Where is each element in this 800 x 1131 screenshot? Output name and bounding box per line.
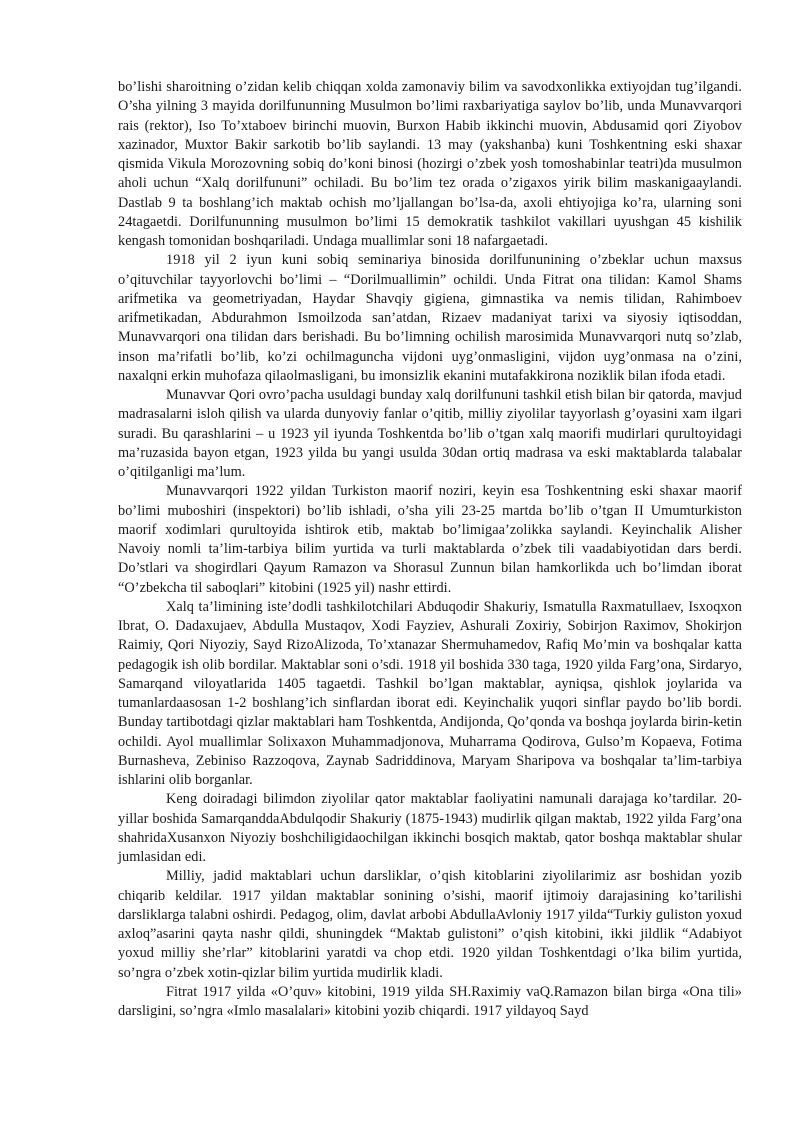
- paragraph-dorilmuallimin: 1918 yil 2 iyun kuni sobiq seminariya binosida dorilfununining o’zbeklar uchun maxsus o’qituvchilar tayyorlovchi bo’limi – “Dorilmuallimin” ochildi. Unda Fitrat ona tilidan: Kamol Shams arifmetika va geometriyadan, Haydar Shavqiy gigiena, gimnastika va nemis tilidan, Rahimboev arifmetikadan, Abdurahmon Ismoilzoda san’atdan, Rizaev madaniyat tarixi va siyosiy iqtisoddan, Munavvarqori ona tilidan dars berishadi. Bu bo’limning ochilish marosimida Munavvarqori nutq so’zlab, inson ma’rifatli bo’lib, ko’zi ochilmaguncha vijdoni uyg’onmasligini, vijdon uyg’onmasa na o’zini, naxalqni erkin muhofaza qilaolmasligani, bu imonsizlik ekanini mutafakkirona noziklik bilan ifoda etadi.: [118, 252, 742, 384]
- paragraph-exemplary-schools: Keng doiradagi bilimdon ziyolilar qator maktablar faoliyatini namunali darajaga ko’tardilar. 20-yillar boshida SamarqanddaAbdulqodir Shakuriy (1875-1943) mudirlik qilgan maktab, 1922 yilda Farg’ona shahridaXusanxon Niyoziy boshchiligidaochilgan ikkinchi bosqich maktab, qator boshqa maktablar shular jumlasidan edi.: [118, 791, 742, 865]
- paragraph-madrasa-reform: Munavvar Qori ovro’pacha usuldagi bunday xalq dorilfununi tashkil etish bilan bir qatorda, mavjud madrasalarni isloh qilish va ularda dunyoviy fanlar o’qitib, milliy ziyolilar tayyorlash g’oyasini xam ilgari suradi. Bu qarashlarini – u 1923 yil iyunda Toshkentda bo’lib o’tgan xalq maorifi mudirlari qurultoyidagi ma’ruzasida bayon etgan, 1923 yilda bu yangi usulda 30dan ortiq madrasa va eski maktablarda talabalar o’qitilganligi ma’lum.: [118, 387, 742, 480]
- paragraph-dorilfunun-opening: bo’lishi sharoitning o’zidan kelib chiqqan xolda zamonaviy bilim va savodxonlikka extiyojdan tug’ilgandi. O’sha yilning 3 mayida dorilfununning Musulmon bo’limi raxbariyatiga saylov bo’lib, unda Munavvarqori rais (rektor), Iso To’xtaboev birinchi muovin, Burxon Habib ikkinchi muovin, Abdusamid qori Ziyobov xazinador, Muxtor Bakir sarkotib bo’lib saylandi. 13 may (yakshanba) kuni Toshkentning eski shaxar qismida Vikula Morozovning sobiq do’koni binosi (hozirgi o’zbek yosh tomoshabinlar teatri)da musulmon aholi uchun “Xalq dorilfununi” ochiladi. Bu bo’lim tez orada o’zigaxos yirik bilim maskanigaaylandi. Dastlab 9 ta boshlang’ich maktab ochish mo’ljallangan bo’lsa-da, axoli ehtiyojiga ko’ra, ularning soni 24tagaetdi. Dorilfununning musulmon bo’limi 15 demokratik tashkilot vakillari uyushgan 45 kishilik kengash tomonidan boshqariladi. Undaga muallimlar soni 18 nafargaetadi.: [118, 79, 742, 249]
- paragraph-education-organizers: Xalq ta’limining iste’dodli tashkilotchilari Abduqodir Shakuriy, Ismatulla Raxmatullaev, Isxoqxon Ibrat, O. Dadaxujaev, Abdulla Mustaqov, Xodi Fayziev, Ashurali Zoxiriy, Sobirjon Raximov, Shokirjon Raimiy, Qori Niyoziy, Sayd RizoAlizoda, To’xtanazar Shermuhamedov, Rafiq Mo’min va boshqalar katta pedagogik ish olib bordilar. Maktablar soni o’sdi. 1918 yil boshida 330 taga, 1920 yilda Farg’ona, Sirdaryo, Samarqand viloyatlarida 1405 tagaetdi. Tashkil bo’lgan maktablar, ayniqsa, qishlok joylarida va tumanlardaasosan 1-2 boshlang’ich sinflardan iborat edi. Keyinchalik yuqori sinflar paydo bo’lib bordi. Bunday tartibotdagi qizlar maktablari ham Toshkentda, Andijonda, Qo’qonda va boshqa joylarda birin-ketin ochildi. Ayol muallimlar Solixaxon Muhammadjonova, Muharrama Qodirova, Gulso’m Kopaeva, Fotima Burnasheva, Zebiniso Razzoqova, Zaynab Sadriddinova, Maryam Sharipova va boshqalar ta’lim-tarbiya ishlarini olib borganlar.: [118, 598, 742, 788]
- paragraph-fitrat-books: Fitrat 1917 yilda «O’quv» kitobini, 1919 yilda SH.Raximiy vaQ.Ramazon bilan birga «Ona tili» darsligini, so’ngra «Imlo masalalari» kitobini yozib chiqardi. 1917 yildayoq Sayd: [118, 983, 742, 1019]
- paragraph-munavvarqori-career: Munavvarqori 1922 yildan Turkiston maorif noziri, keyin esa Toshkentning eski shaxar maorif bo’limi muboshiri (inspektori) bo’lib ishladi, o’sha yili 23-25 martda bo’lib o’tgan II Umumturkiston maorif xodimlari qurultoyida ishtirok etib, maktab bo’limigaa’zolikka saylandi. Keyinchalik Alisher Navoiy nomli ta’lim-tarbiya bilim yurtida va turli maktablarda o’zbek tili vaadabiyotidan dars berdi. Do’stlari va shogirdlari Qayum Ramazon va Shorasul Zunnun bilan hamkorlikda uch bo’limdan iborat “O’zbekcha til saboqlari” kitobini (1925 yil) nashr ettirdi.: [118, 483, 742, 596]
- paragraph-textbooks: Milliy, jadid maktablari uchun darsliklar, o’qish kitoblarini ziyolilarimiz asr boshidan yozib chiqarib keldilar. 1917 yildan maktablar sonining o’sishi, maorif ijtimoiy darajasining ko’tarilishi darsliklarga talabni oshirdi. Pedagog, olim, davlat arbobi AbdullaAvloniy 1917 yilda“Turkiy guliston yoxud axloq”asarini qayta nashr qildi, shuningdek “Maktab gulistoni” o’qish kitobini, ikki jildlik “Adabiyot yoxud milliy she’rlar” kitoblarini yaratdi va chop etdi. 1920 yildan Toshkentdagi o’lka bilim yurtida, so’ngra o’zbek xotin-qizlar bilim yurtida mudirlik kladi.: [118, 868, 742, 981]
- document-page: [118, 78, 742, 1021]
